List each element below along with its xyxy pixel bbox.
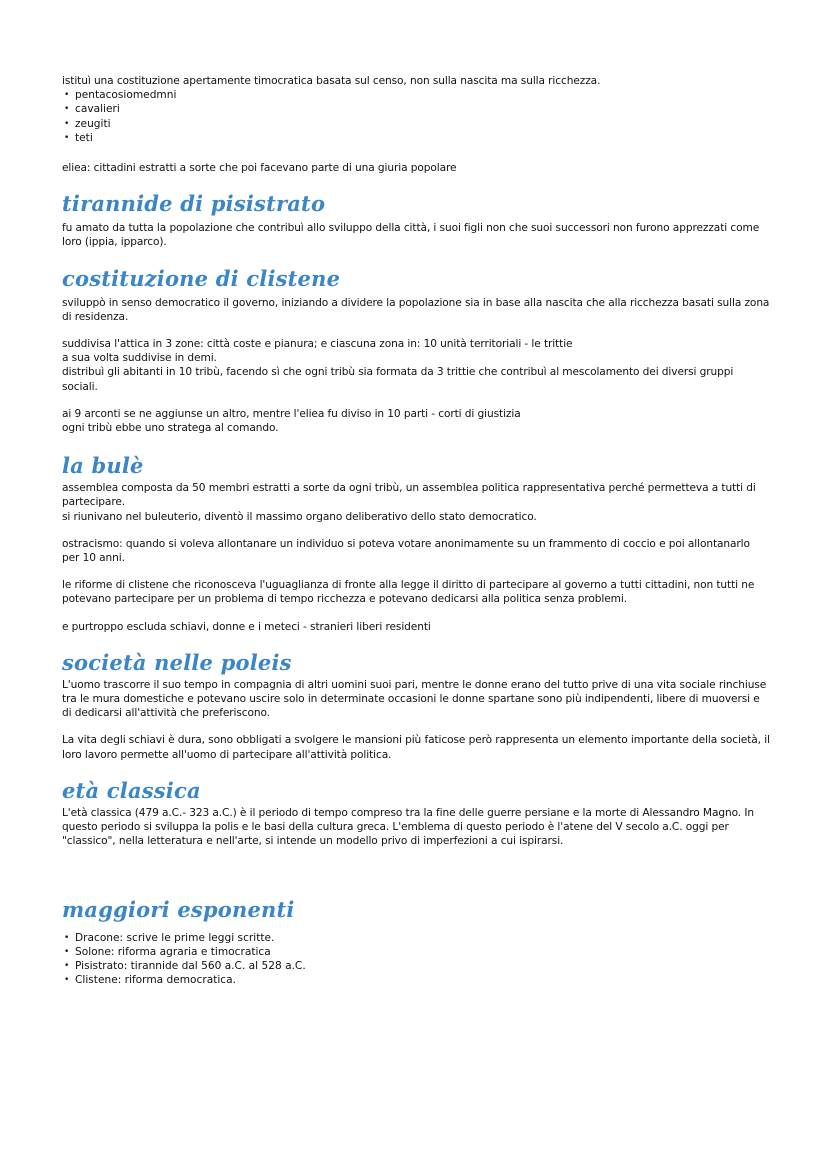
list-item: • teti: [62, 131, 770, 145]
section-title-eta-classica: età classica: [62, 777, 201, 803]
census-class-list: [62, 88, 770, 145]
paragraph: le riforme di clistene che riconosceva l'uguaglianza di fronte alla legge il diritto di partecipare al governo a tutti cittadini, non tutti ne potevano partecipare per un problema di tempo ricchezza e potevano dedicarsi alla politica senza problemi.: [62, 579, 755, 606]
section-title-esponenti: maggiori esponenti: [62, 896, 295, 922]
paragraph: suddivisa l'attica in 3 zone: città coste e pianura; e ciascuna zona in: 10 unità territoriali - le trittie: [62, 338, 573, 351]
list-item: • Pisistrato: tirannide dal 560 a.C. al 528 a.C.: [62, 959, 770, 973]
section-title-clistene: costituzione di clistene: [62, 265, 341, 291]
paragraph: assemblea composta da 50 membri estratti a sorte da ogni tribù, un assemblea politica rappresentativa perché permetteva a tutti di partecipare.: [62, 482, 756, 509]
intro-text: istituì una costituzione apertamente timocratica basata sul censo, non sulla nascita ma sulla ricchezza.: [62, 75, 601, 87]
paragraph: ostracismo: quando si voleva allontanare un individuo si poteva votare anonimamente su un frammento di coccio e poi allontanarlo per 10 anni.: [62, 537, 750, 565]
list-item: • Clistene: riforma democratica.: [62, 973, 770, 987]
eliea-text: eliea: cittadini estratti a sorte che poi facevano parte di una giuria popolare: [62, 162, 457, 175]
paragraph: sviluppò in senso democratico il governo, iniziando a dividere la popolazione sia in base alla nascita che alla ricchezza basati sulla zona di residenza.: [62, 296, 770, 323]
list-item: • pentacosiomedmni: [62, 88, 770, 102]
paragraph: La vita degli schiavi è dura, sono obbligati a svolgere le mansioni più faticose però rappresenta un elemento importante della società, il loro lavoro permette all'uomo di partecipare all'attività politica.: [62, 734, 770, 761]
paragraph: e purtroppo escluda schiavi, donne e i meteci - stranieri liberi residenti: [62, 620, 431, 633]
paragraph: a sua volta suddivise in demi.: [62, 352, 217, 365]
list-item: • Dracone: scrive le prime leggi scritte.: [62, 931, 770, 945]
paragraph: distribuì gli abitanti in 10 tribù, facendo sì che ogni tribù sia formata da 3 trittie che contribuì al mescolamento dei diversi gruppi sociali.: [62, 366, 734, 393]
section-title-societa: società nelle poleis: [62, 649, 292, 675]
section-title-bule: la bulè: [62, 453, 144, 479]
paragraph: L'uomo trascorre il suo tempo in compagnia di altri uomini suoi pari, mentre le donne erano del tutto prive di una vita sociale rinchiuse tra le mura domestiche e potevano uscire solo in determinate occasioni le donne spartane sono più indipendenti, libere di muoversi e di dedicarsi all'attività che preferiscono.: [62, 678, 767, 720]
list-item: • zeugiti: [62, 117, 770, 131]
section-title-tirannide: tirannide di pisistrato: [62, 191, 326, 217]
list-item: • Solone: riforma agraria e timocratica: [62, 945, 770, 959]
paragraph: ogni tribù ebbe uno stratega al comando.: [62, 422, 279, 435]
paragraph: fu amato da tutta la popolazione che contribuì allo sviluppo della città, i suoi figli non che suoi successori non furono apprezzati come loro (ippia, ipparco).: [62, 222, 760, 249]
paragraph: ai 9 arconti se ne aggiunse un altro, mentre l'eliea fu diviso in 10 parti - corti di giustizia: [62, 407, 521, 420]
paragraph: si riunivano nel buleuterio, diventò il massimo organo deliberativo dello stato democratico.: [62, 510, 537, 523]
list-item: • cavalieri: [62, 102, 770, 116]
paragraph: L'età classica (479 a.C.- 323 a.C.) è il periodo di tempo compreso tra la fine delle guerre persiane e la morte di Alessandro Magno. In questo periodo si sviluppa la polis e le basi della cultura greca. L'emblema di questo periodo è l'atene del V secolo a.C. oggi per "classico", nella letteratura e nell'arte, si intende un modello privo di imperfezioni a cui ispirarsi.: [62, 806, 754, 848]
esponenti-list: [62, 931, 770, 988]
notes-page: [62, 74, 770, 987]
